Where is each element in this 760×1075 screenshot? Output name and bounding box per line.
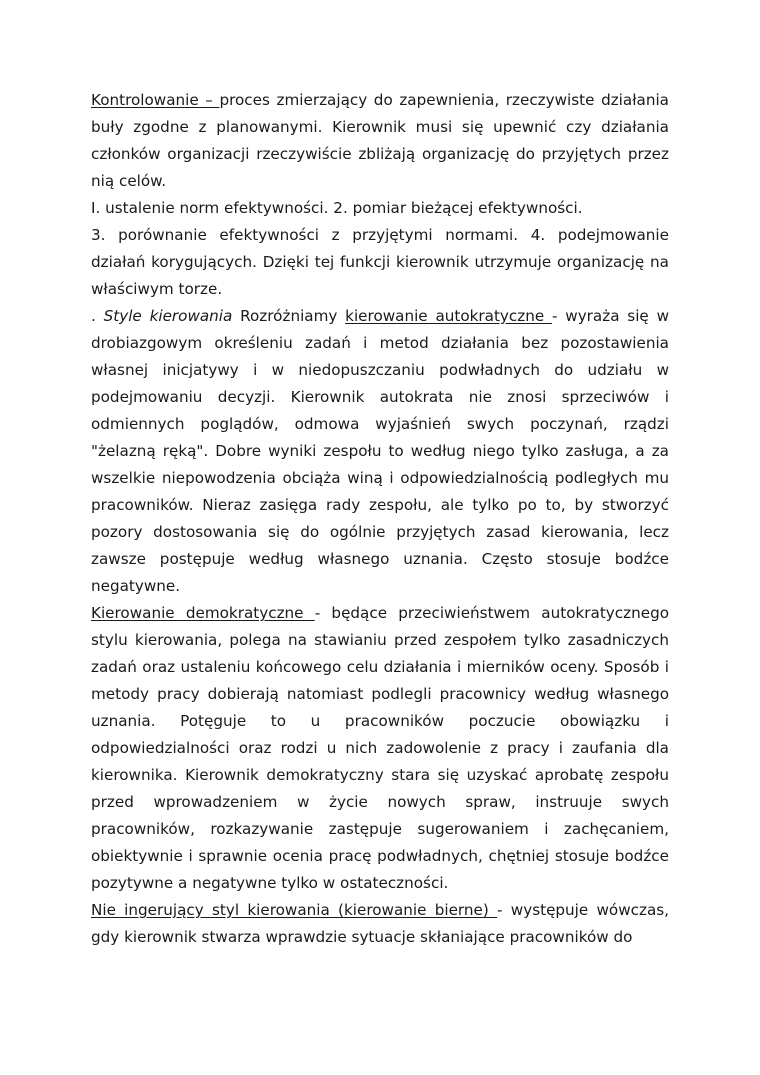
paragraph-text: - wyraża się w drobiazgowym określeniu zadań i metod działania bez pozostawienia własnej inicjatywy i w niedopuszczaniu podwładnych do udziału w podejmowaniu decyzji. Kierownik autokrata nie znosi sprzeciwów i odmiennych poglądów, odmowa wyjaśnień swych poczynań, rządzi "żelazną ręką". Dobre wyniki zespołu to według niego tylko zasługa, a za wszelkie niepowodzenia obciąża winą i odpowiedzialnością podległych mu pracowników. Nieraz zasięga rady zespołu, ale tylko po to, by stworzyć pozory dostosowania się do ogólnie przyjętych zasad kierowania, lecz zawsze postępuje według własnego uznania. Często stosuje bodźce negatywne. bbox=[91, 307, 669, 595]
paragraph-demokratyczne bbox=[91, 600, 669, 897]
term-nie-ingerujacy-styl: Nie ingerujący styl kierowania (kierowanie bierne) bbox=[91, 901, 498, 919]
document-page bbox=[91, 87, 669, 951]
paragraph-nie-ingerujacy bbox=[91, 897, 669, 951]
term-kontrolowanie: Kontrolowanie – bbox=[91, 91, 220, 109]
paragraph-steps-1-2: I. ustalenie norm efektywności. 2. pomiar bieżącej efektywności. bbox=[91, 199, 583, 217]
paragraph-kontrolowanie bbox=[91, 87, 669, 195]
paragraph-style-autokratyczne bbox=[91, 303, 669, 600]
term-kierowanie-demokratyczne: Kierowanie demokratyczne bbox=[91, 604, 315, 622]
paragraph-text: proces zmierzający do zapewnienia, rzeczywiste działania buły zgodne z planowanymi. Kierownik musi się upewnić czy działania członków organizacji rzeczywiście zbliżają organizację do przyjętych przez nią celów. bbox=[91, 91, 669, 190]
paragraph-intro: Rozróżniamy bbox=[232, 307, 346, 325]
section-heading-style-kierowania: Style kierowania bbox=[103, 307, 233, 325]
paragraph-text: - będące przeciwieństwem autokratycznego stylu kierowania, polega na stawianiu przed zespołem tylko zasadniczych zadań oraz ustaleniu końcowego celu działania i mierników oceny. Sposób i metody pracy dobierają natomiast podlegli pracownicy według własnego uznania. Potęguje to u pracowników poczucie obowiązku i odpowiedzialności oraz rodzi u nich zadowolenie z pracy i zaufania dla kierownika. Kierownik demokratyczny stara się uzyskać aprobatę zespołu przed wprowadzeniem w życie nowych spraw, instruuje swych pracowników, rozkazywanie zastępuje sugerowaniem i zachęcaniem, obiektywnie i sprawnie ocenia pracę podwładnych, chętniej stosuje bodźce pozytywne a negatywne tylko w ostateczności. bbox=[91, 604, 669, 892]
paragraph-steps-3-4: 3. porównanie efektywności z przyjętymi normami. 4. podejmowanie działań korygujących. Dzięki tej funkcji kierownik utrzymuje organizację na właściwym torze. bbox=[91, 226, 669, 298]
paragraph-text: - występuje wówczas, gdy kierownik stwarza wprawdzie sytuacje skłaniające pracowników do bbox=[91, 901, 670, 946]
paragraph-prefix: . bbox=[91, 307, 104, 325]
term-kierowanie-autokratyczne: kierowanie autokratyczne bbox=[345, 307, 552, 325]
